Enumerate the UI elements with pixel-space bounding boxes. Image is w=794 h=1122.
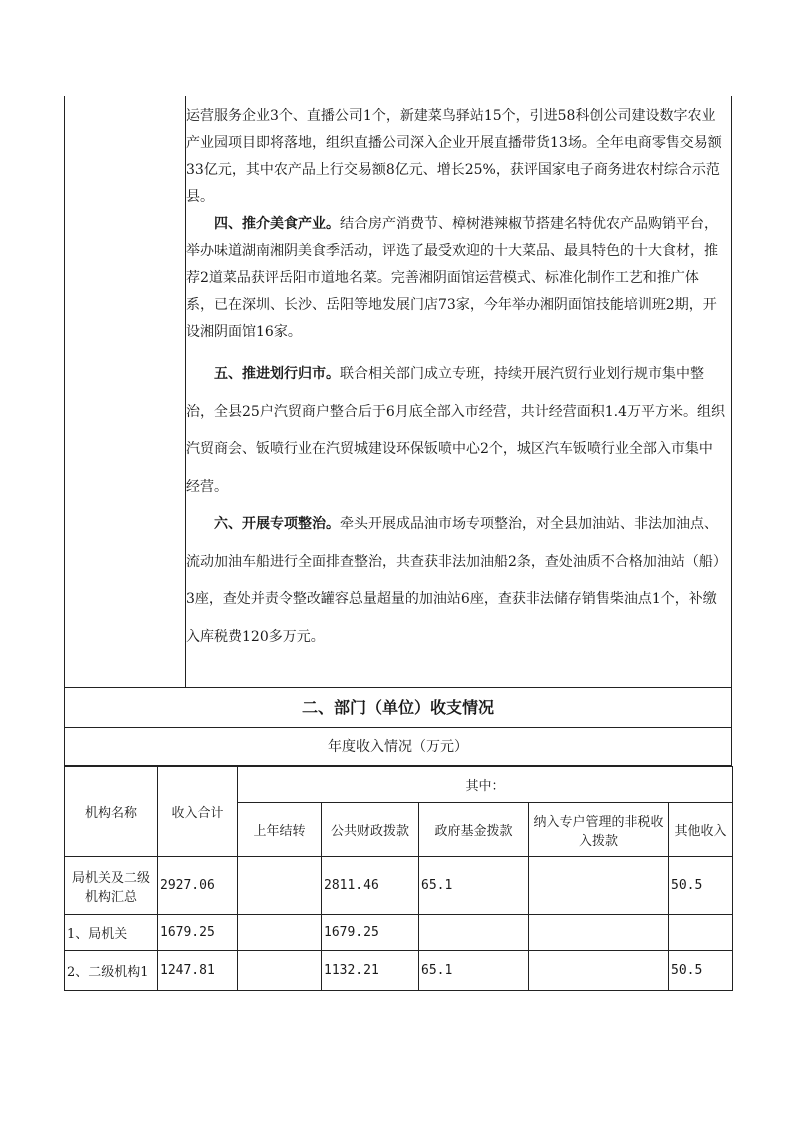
table-row	[65, 915, 733, 951]
row-total: 1247.81	[158, 951, 238, 991]
row-public: 1132.21	[322, 951, 419, 991]
row-public: 1679.25	[322, 915, 419, 951]
row-carry	[238, 857, 322, 915]
header-public: 公共财政拨款	[322, 803, 419, 857]
income-table	[64, 766, 733, 991]
row-carry	[238, 951, 322, 991]
table-row	[65, 857, 733, 915]
table-row	[65, 951, 733, 991]
row-fund: 65.1	[419, 857, 529, 915]
row-nontax	[529, 951, 669, 991]
row-nontax	[529, 857, 669, 915]
item-4-body: 结合房产消费节、樟树港辣椒节搭建名特优农产品购销平台，举办味道湖南湘阴美食季活动，评选了最受欢迎的十大菜品、最具特色的十大食材，推荐2道菜品获评岳阳市道地名菜。完善湘阴面馆运营模式、标准化制作工艺和推广体系，已在深圳、长沙、岳阳等地发展门店73家，今年举办湘阴面馆技能培训班2期，开设湘阴面馆16家。	[186, 216, 718, 340]
item-5-lead: 五、推进划行归市。	[214, 366, 340, 382]
item-4-lead: 四、推介美食产业。	[214, 216, 340, 232]
item-6-paragraph	[186, 506, 726, 656]
lower-paragraphs	[186, 356, 726, 656]
item-5-paragraph	[186, 356, 726, 506]
header-carry: 上年结转	[238, 803, 322, 857]
header-other: 其他收入	[669, 803, 733, 857]
header-org: 机构名称	[65, 767, 158, 857]
header-total: 收入合计	[158, 767, 238, 857]
section-subtitle: 年度收入情况（万元）	[64, 728, 732, 766]
item-6-lead: 六、开展专项整治。	[214, 516, 340, 532]
header-fund: 政府基金拨款	[419, 803, 529, 857]
item-5-body: 联合相关部门成立专班，持续开展汽贸行业划行规市集中整治，全县25户汽贸商户整合后于6月底全部入市经营，共计经营面积1.4万平方米。组织汽贸商会、钣喷行业在汽贸城建设环保钣喷中心2个，城区汽车钣喷行业全部入市集中经营。	[186, 366, 725, 495]
row-org: 1、局机关	[65, 915, 158, 951]
row-nontax	[529, 915, 669, 951]
row-carry	[238, 915, 322, 951]
continuation-paragraph: 运营服务企业3个、直播公司1个，新建菜鸟驿站15个，引进58科创公司建设数字农业产业园项目即将落地，组织直播公司深入企业开展直播带货13场。全年电商零售交易额33亿元，其中农产品上行交易额8亿元、增长25%，获评国家电子商务进农村综合示范县。	[186, 108, 722, 205]
row-fund	[419, 915, 529, 951]
header-nontax: 纳入专户管理的非税收入拨款	[529, 803, 669, 857]
section-title: 二、部门（单位）收支情况	[64, 688, 732, 728]
item-4-paragraph	[186, 211, 726, 346]
row-other: 50.5	[669, 857, 733, 915]
row-total: 1679.25	[158, 915, 238, 951]
row-other	[669, 915, 733, 951]
item-6-body: 牵头开展成品油市场专项整治，对全县加油站、非法加油点、流动加油车船进行全面排查整治，共查获非法加油船2条，查处油质不合格加油站（船）3座，查处并责令整改罐容总量超量的加油站6座，查获非法储存销售柴油点1个，补缴入库税费120多万元。	[186, 516, 720, 645]
row-other: 50.5	[669, 951, 733, 991]
row-org: 2、二级机构1	[65, 951, 158, 991]
upper-paragraphs	[186, 103, 726, 346]
row-public: 2811.46	[322, 857, 419, 915]
table-header-row	[65, 767, 733, 803]
row-total: 2927.06	[158, 857, 238, 915]
header-among: 其中：	[238, 767, 733, 803]
row-fund: 65.1	[419, 951, 529, 991]
row-org: 局机关及二级机构汇总	[65, 857, 158, 915]
